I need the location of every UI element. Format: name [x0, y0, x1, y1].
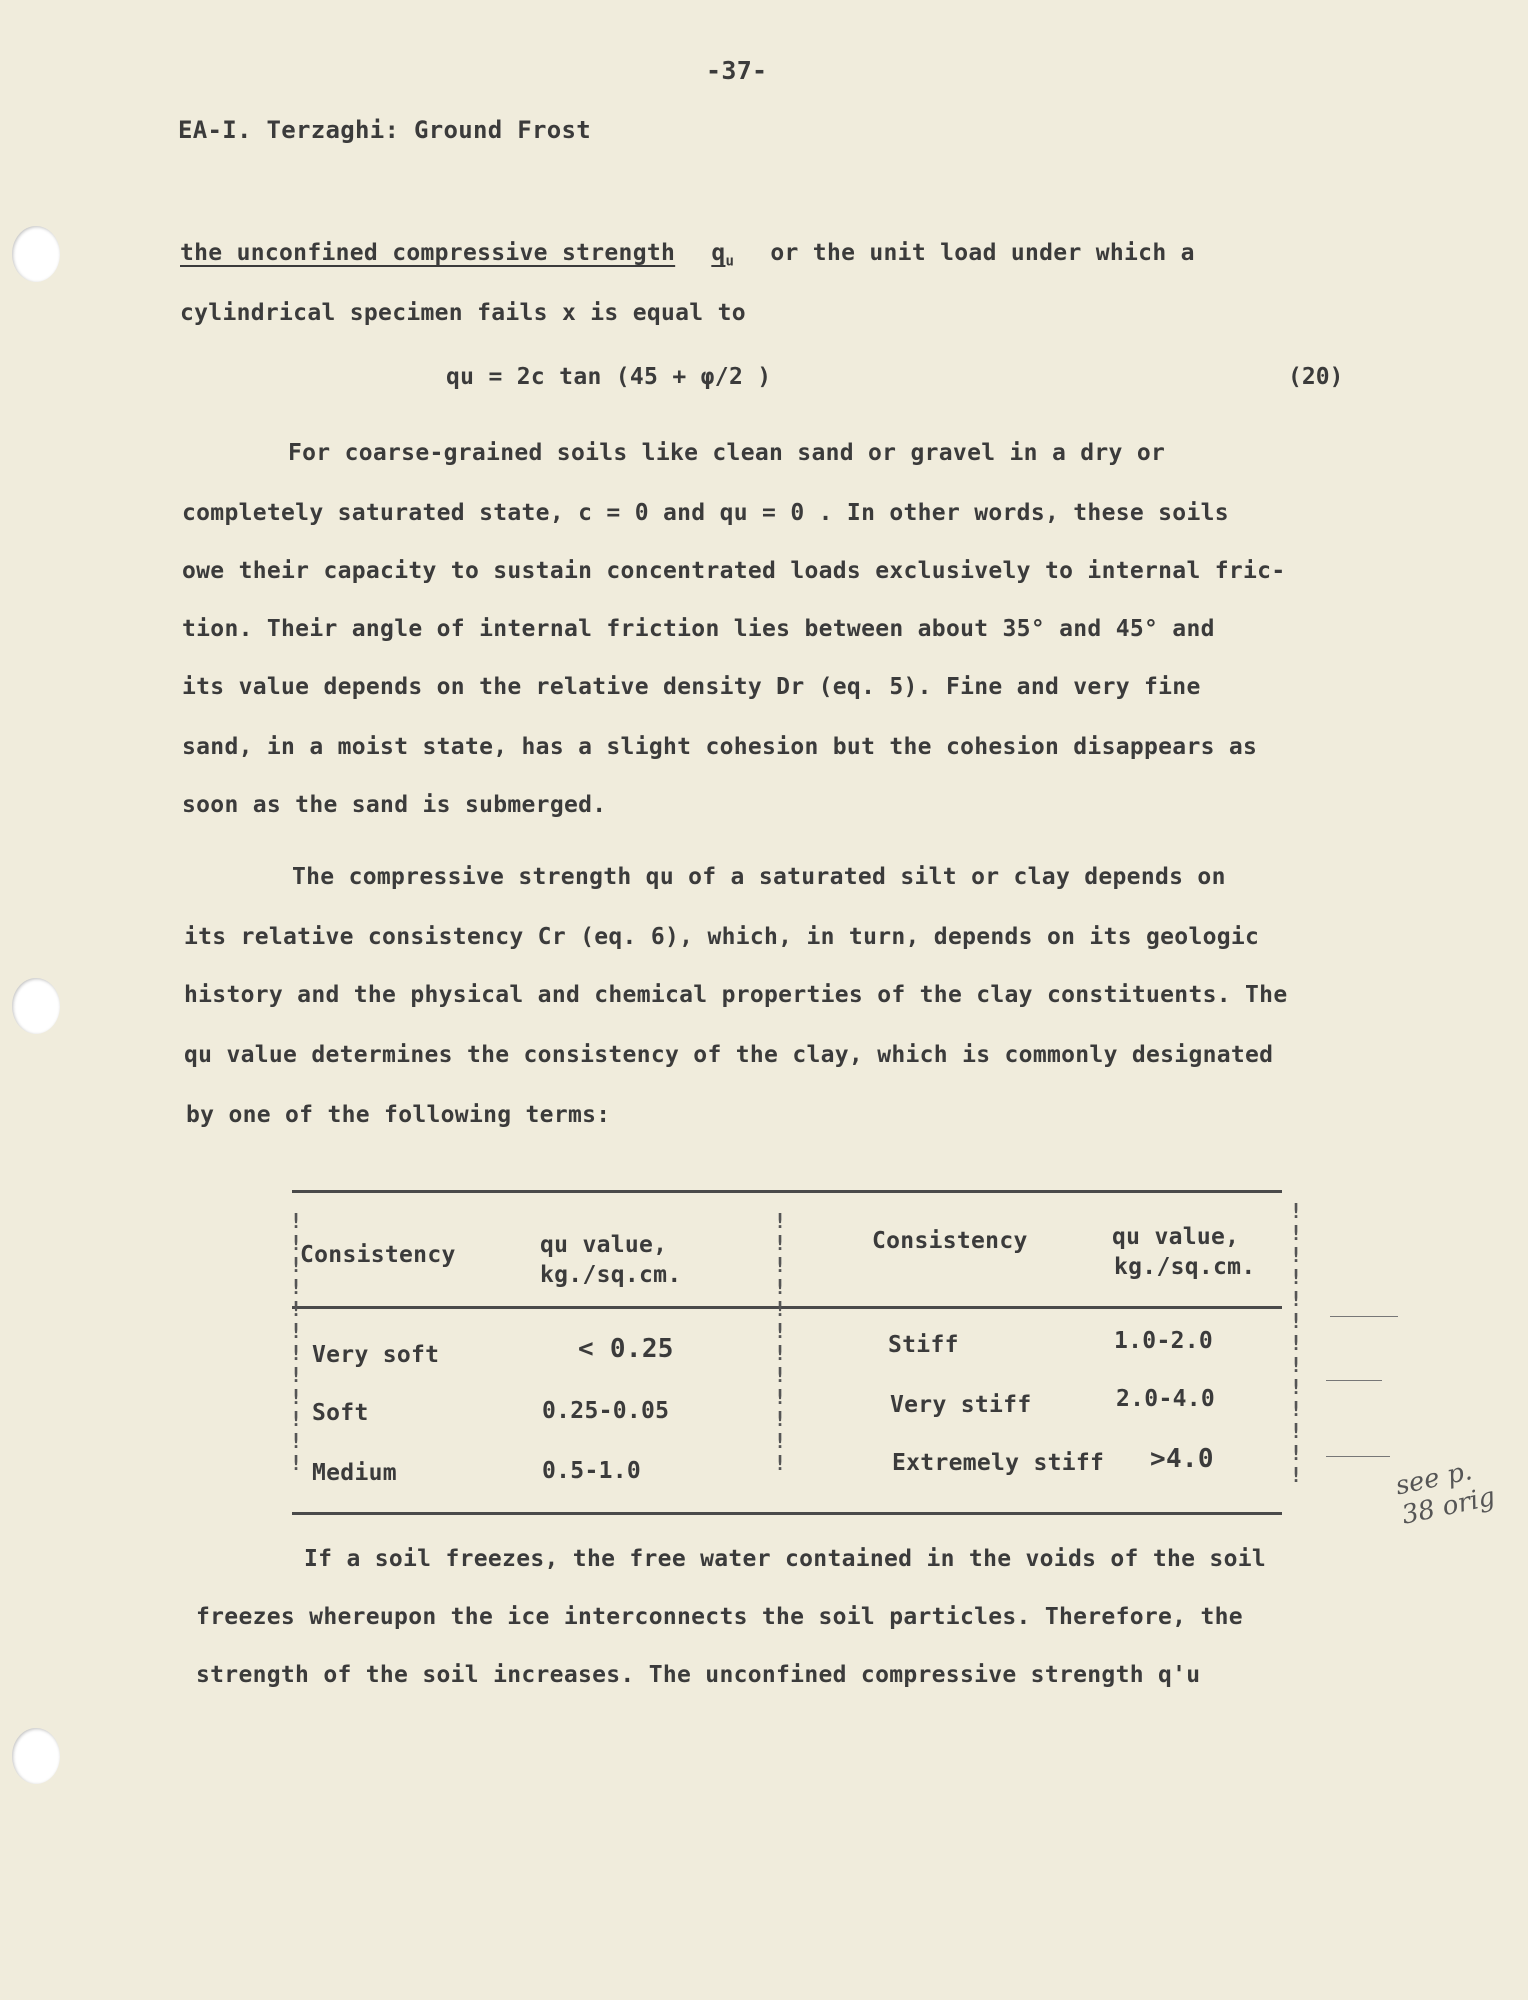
page-number: -37-: [706, 56, 768, 85]
row-value: >4.0: [1150, 1444, 1214, 1474]
paragraph-line: freezes whereupon the ice interconnects the soil particles. Therefore, the: [196, 1604, 1243, 1630]
table-bottom-rule: [292, 1512, 1282, 1515]
row-name: Medium: [312, 1460, 397, 1486]
column-separator: ! ! ! ! ! ! ! ! ! ! ! !: [774, 1209, 787, 1475]
margin-mark: [1326, 1380, 1382, 1381]
header-unit-left: kg./sq.cm.: [540, 1262, 682, 1288]
equation-number: (20): [1288, 364, 1344, 390]
paragraph-line: its value depends on the relative density Dr (eq. 5). Fine and very fine: [182, 674, 1201, 700]
underlined-term: the unconfined compressive strength: [180, 240, 676, 266]
margin-mark: [1330, 1316, 1398, 1317]
handwritten-margin-note: see p. 38 orig: [1392, 1456, 1498, 1531]
punch-hole: [12, 226, 60, 282]
paragraph-line: history and the physical and chemical properties of the clay constituents. The: [184, 982, 1288, 1008]
row-value: 0.25-0.05: [542, 1398, 670, 1424]
paragraph-line: completely saturated state, c = 0 and qu = 0 . In other words, these soils: [182, 500, 1229, 526]
paragraph-line: For coarse-grained soils like clean sand or gravel in a dry or: [288, 440, 1166, 466]
header-unit-right: kg./sq.cm.: [1114, 1254, 1256, 1280]
row-name: Extremely stiff: [892, 1450, 1105, 1476]
paragraph-line: its relative consistency Cr (eq. 6), which, in turn, depends on its geologic: [184, 924, 1260, 950]
paragraph-line: sand, in a moist state, has a slight cohesion but the cohesion disappears as: [182, 734, 1258, 760]
table-top-rule: [292, 1190, 1282, 1193]
text-span: or the unit load under which a: [770, 240, 1195, 266]
row-value: 1.0-2.0: [1114, 1328, 1214, 1354]
paragraph-line: by one of the following terms:: [186, 1102, 611, 1128]
punch-hole: [12, 1728, 60, 1784]
paragraph-line: cylindrical specimen fails x is equal to: [180, 300, 746, 326]
paragraph-line: tion. Their angle of internal friction lies between about 35° and 45° and: [182, 616, 1215, 642]
row-name: Stiff: [888, 1332, 959, 1358]
row-value: 2.0-4.0: [1116, 1386, 1216, 1412]
paragraph-line: the unconfined compressive strength $q_u$ or the unit load under which a: [180, 240, 1195, 270]
header-consistency-right: Consistency: [872, 1228, 1028, 1254]
row-name: Soft: [312, 1400, 369, 1426]
header-value-right: qu value,: [1112, 1224, 1240, 1250]
row-value: < 0.25: [578, 1334, 674, 1364]
column-separator: ! ! ! ! ! ! ! ! ! ! ! ! !: [1290, 1199, 1303, 1487]
paragraph-line: soon as the sand is submerged.: [182, 792, 607, 818]
header-consistency-left: Consistency: [300, 1242, 456, 1268]
table-header-rule: [292, 1306, 1282, 1309]
row-name: Very soft: [312, 1342, 440, 1368]
row-value: 0.5-1.0: [542, 1458, 642, 1484]
row-name: Very stiff: [890, 1392, 1032, 1418]
column-separator: ! ! ! ! ! ! ! ! ! ! ! !: [290, 1209, 303, 1475]
paragraph-line: qu value determines the consistency of the clay, which is commonly designated: [184, 1042, 1274, 1068]
equation: qu = 2c tan (45 + φ/2 ): [446, 364, 772, 390]
paragraph-line: The compressive strength qu of a saturated silt or clay depends on: [292, 864, 1226, 890]
paragraph-line: owe their capacity to sustain concentrated loads exclusively to internal fric-: [182, 558, 1286, 584]
running-header: EA-I. Terzaghi: Ground Frost: [178, 116, 591, 144]
punch-hole: [12, 978, 60, 1034]
header-value-left: qu value,: [540, 1232, 668, 1258]
symbol-qu: q: [711, 240, 726, 266]
paragraph-line: If a soil freezes, the free water contained in the voids of the soil: [304, 1546, 1267, 1572]
paragraph-line: strength of the soil increases. The unconfined compressive strength q'u: [196, 1662, 1201, 1688]
margin-mark: [1326, 1456, 1390, 1457]
